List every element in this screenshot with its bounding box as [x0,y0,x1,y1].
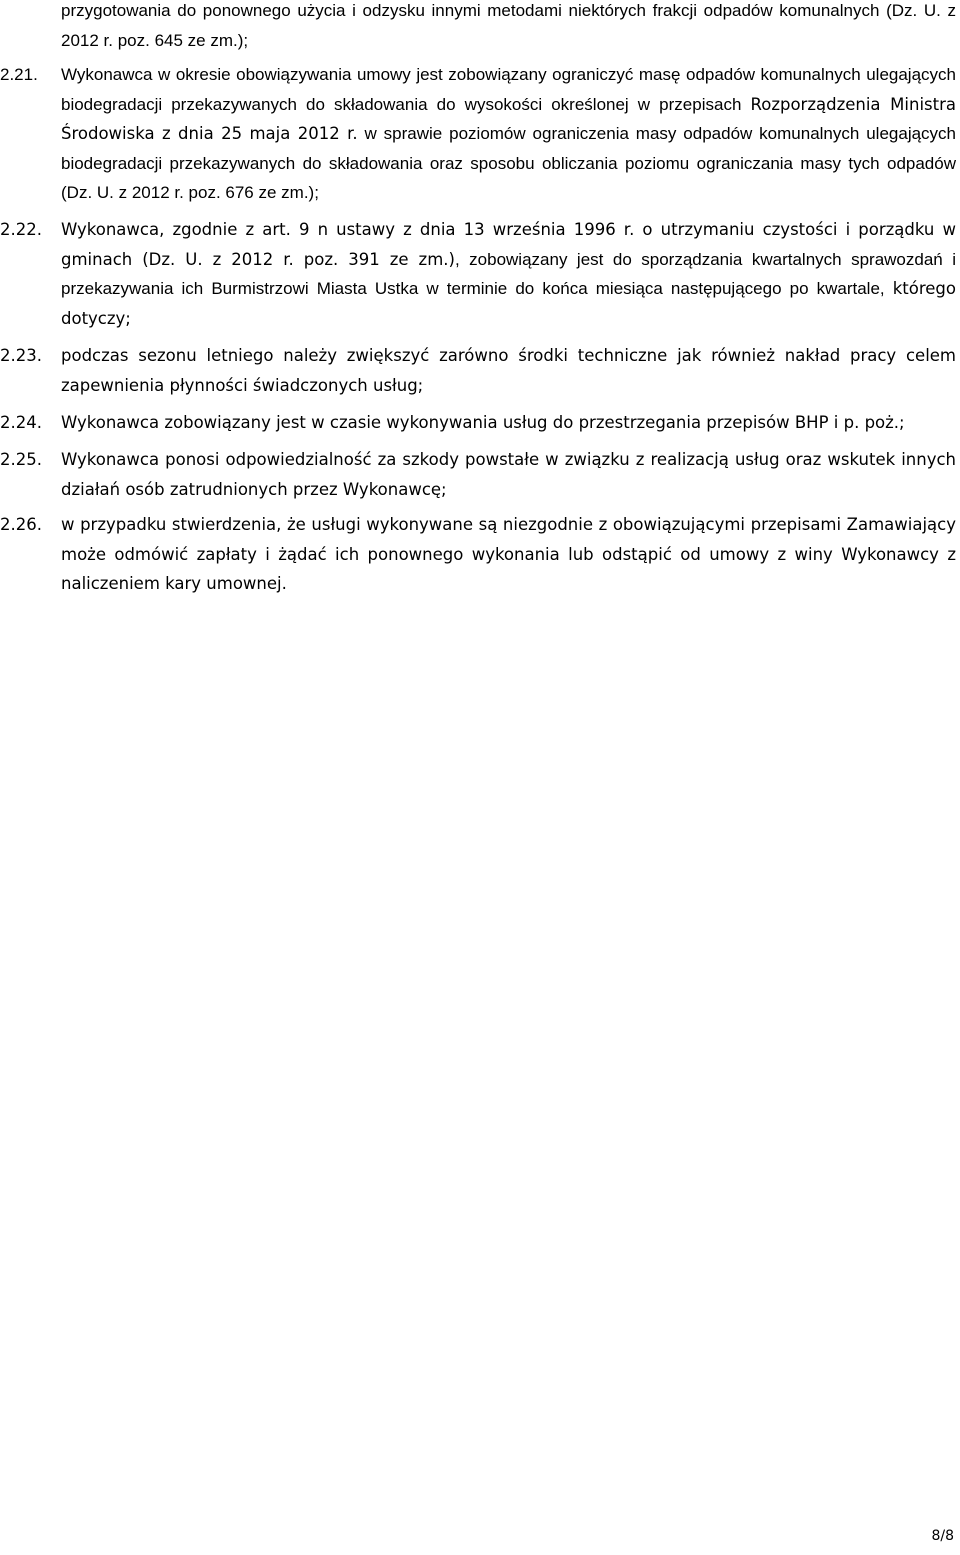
item-text [61,60,956,208]
item-number: 2.25. [0,450,42,469]
item-number: 2.22. [0,220,42,239]
item-number: 2.21. [0,65,38,84]
item-number: 2.26. [0,515,42,534]
item-text-part: Wykonawca w okresie obowiązywania umowy jest zobowiązany ograniczyć masę odpadów komunalnych ulegających biodegradacji przekazywanych do składowania do wysokości określonej w przepisach [61,65,956,114]
item-text [61,215,956,333]
item-text: Wykonawca ponosi odpowiedzialność za szkody powstałe w związku z realizacją usług oraz wskutek innych działań osób zatrudnionych przez Wykonawcę; [61,450,956,499]
continuation-paragraph: przygotowania do ponownego użycia i odzysku innymi metodami niektórych frakcji odpadów komunalnych (Dz. U. z 2012 r. poz. 645 ze zm.); [61,1,956,50]
item-text: w przypadku stwierdzenia, że usługi wykonywane są niezgodnie z obowiązującymi przepisami Zamawiający może odmówić zapłaty i żądać ich ponownego wykonania lub odstąpić od umowy z winy Wykonawcy z naliczeniem kary umownej. [61,515,956,593]
item-text-part: Wykonawca, zgodnie z art. 9 n ustawy z dnia 13 września 1996 r. o utrzymaniu czystości i porządku w gminach (Dz. U. z 2012 r. poz. 391 ze zm.) [61,220,956,269]
item-text-part: w sprawie poziomów ograniczenia masy odpadów komunalnych ulegających biodegradacji przekazywanych do składowania oraz sposobu obliczania poziomu ograniczania masy tych odpadów (Dz. U. z 2012 r. poz. 676 ze zm.); [61,124,956,202]
item-number: 2.24. [0,413,42,432]
item-text-part: Rozporządzenia Ministra Środowiska z dnia 25 maja 2012 r. [61,94,956,143]
item-text-part: którego dotyczy; [61,279,956,328]
item-number: 2.23. [0,346,42,365]
item-text: podczas sezonu letniego należy zwiększyć zarówno środki techniczne jak również nakład pracy celem zapewnienia płynności świadczonych usług; [61,346,956,395]
item-text-part: , zobowiązany jest do sporządzania kwartalnych sprawozdań i przekazywania ich Burmistrzowi Miasta Ustka w terminie do końca miesiąca następującego po kwartale, [61,249,957,298]
item-text: Wykonawca zobowiązany jest w czasie wykonywania usług do przestrzegania przepisów BHP i p. poż.; [61,413,905,432]
page-number: 8/8 [931,1528,954,1544]
